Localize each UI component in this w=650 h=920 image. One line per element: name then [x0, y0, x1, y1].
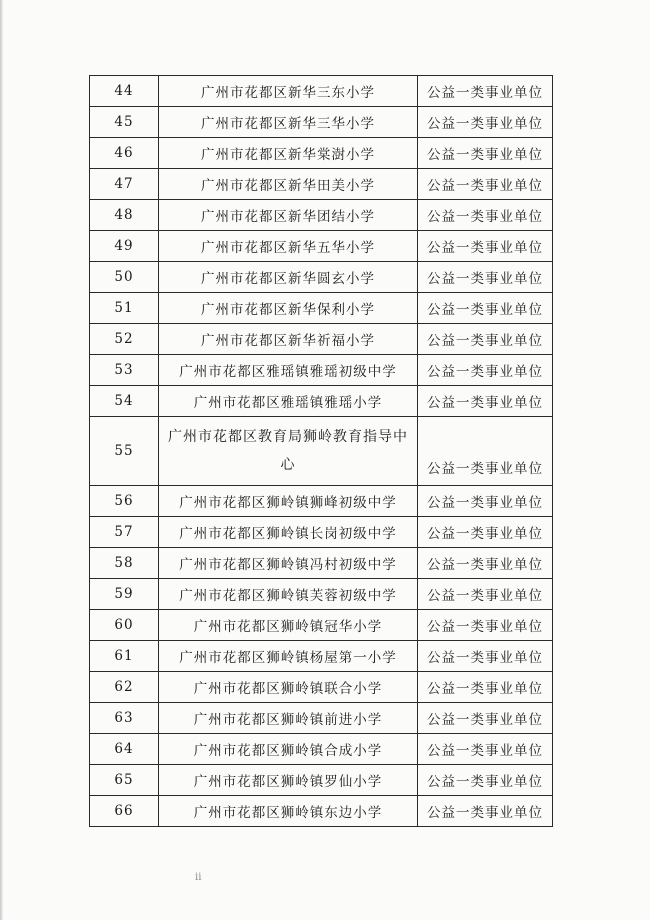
institution-table-body: [90, 76, 553, 827]
row-number: 55: [90, 417, 159, 486]
institution-category: 公益一类事业单位: [418, 262, 553, 293]
institution-name: 广州市花都区新华三东小学: [159, 76, 418, 107]
institution-category: 公益一类事业单位: [418, 386, 553, 417]
table-row: [90, 703, 553, 734]
table-row: [90, 169, 553, 200]
institution-category: 公益一类事业单位: [418, 579, 553, 610]
institution-category: 公益一类事业单位: [418, 486, 553, 517]
table-row: [90, 579, 553, 610]
institution-name: 广州市花都区狮岭镇前进小学: [159, 703, 418, 734]
institution-name: 广州市花都区狮岭镇东边小学: [159, 796, 418, 827]
institution-category: 公益一类事业单位: [418, 138, 553, 169]
institution-name: 广州市花都区狮岭镇合成小学: [159, 734, 418, 765]
institution-category: 公益一类事业单位: [418, 107, 553, 138]
table-row: [90, 517, 553, 548]
table-row: [90, 355, 553, 386]
institution-name: 广州市花都区狮岭镇长岗初级中学: [159, 517, 418, 548]
table-row: [90, 734, 553, 765]
table-row: [90, 610, 553, 641]
row-number: 61: [90, 641, 159, 672]
institution-category: 公益一类事业单位: [418, 641, 553, 672]
table-row: [90, 417, 553, 486]
scanned-page-edge: [0, 0, 3, 920]
table-row: [90, 293, 553, 324]
table-row: [90, 765, 553, 796]
table-row: [90, 548, 553, 579]
table-row: [90, 138, 553, 169]
table-row: [90, 324, 553, 355]
institution-name: 广州市花都区雅瑶镇雅瑶小学: [159, 386, 418, 417]
institution-name: 广州市花都区狮岭镇杨屋第一小学: [159, 641, 418, 672]
institution-name: 广州市花都区新华祈福小学: [159, 324, 418, 355]
institution-category: 公益一类事业单位: [418, 355, 553, 386]
institution-name: 广州市花都区狮岭镇冠华小学: [159, 610, 418, 641]
institution-category: 公益一类事业单位: [418, 734, 553, 765]
row-number: 63: [90, 703, 159, 734]
row-number: 47: [90, 169, 159, 200]
table-row: [90, 200, 553, 231]
row-number: 49: [90, 231, 159, 262]
row-number: 45: [90, 107, 159, 138]
institution-table: [89, 75, 553, 827]
row-number: 57: [90, 517, 159, 548]
row-number: 48: [90, 200, 159, 231]
table-row: [90, 262, 553, 293]
row-number: 52: [90, 324, 159, 355]
row-number: 54: [90, 386, 159, 417]
institution-name: 广州市花都区新华团结小学: [159, 200, 418, 231]
row-number: 64: [90, 734, 159, 765]
row-number: 58: [90, 548, 159, 579]
institution-category: 公益一类事业单位: [418, 703, 553, 734]
institution-name: 广州市花都区新华五华小学: [159, 231, 418, 262]
row-number: 56: [90, 486, 159, 517]
row-number: 65: [90, 765, 159, 796]
table-row: [90, 107, 553, 138]
institution-category: 公益一类事业单位: [418, 610, 553, 641]
table-row: [90, 641, 553, 672]
institution-category: 公益一类事业单位: [418, 765, 553, 796]
table-row: [90, 796, 553, 827]
institution-name: 广州市花都区新华棠澍小学: [159, 138, 418, 169]
row-number: 59: [90, 579, 159, 610]
row-number: 50: [90, 262, 159, 293]
institution-name: 广州市花都区新华圆玄小学: [159, 262, 418, 293]
institution-category: 公益一类事业单位: [418, 293, 553, 324]
institution-name: 广州市花都区新华三华小学: [159, 107, 418, 138]
table-row: [90, 486, 553, 517]
institution-name: 广州市花都区新华保利小学: [159, 293, 418, 324]
institution-name: 广州市花都区雅瑶镇雅瑶初级中学: [159, 355, 418, 386]
institution-category: 公益一类事业单位: [418, 169, 553, 200]
page-footer-mark: ii: [195, 872, 202, 883]
institution-category: 公益一类事业单位: [418, 231, 553, 262]
row-number: 62: [90, 672, 159, 703]
row-number: 66: [90, 796, 159, 827]
institution-category: 公益一类事业单位: [418, 548, 553, 579]
institution-category: 公益一类事业单位: [418, 672, 553, 703]
institution-name: 广州市花都区新华田美小学: [159, 169, 418, 200]
row-number: 46: [90, 138, 159, 169]
table-row: [90, 386, 553, 417]
institution-name: 广州市花都区狮岭镇联合小学: [159, 672, 418, 703]
row-number: 60: [90, 610, 159, 641]
row-number: 51: [90, 293, 159, 324]
institution-category: 公益一类事业单位: [418, 200, 553, 231]
institution-name: 广州市花都区狮岭镇冯村初级中学: [159, 548, 418, 579]
institution-category: 公益一类事业单位: [418, 324, 553, 355]
institution-name: 广州市花都区狮岭镇狮峰初级中学: [159, 486, 418, 517]
row-number: 44: [90, 76, 159, 107]
institution-category: 公益一类事业单位: [418, 417, 553, 486]
table-row: [90, 231, 553, 262]
institution-name: 广州市花都区狮岭镇芙蓉初级中学: [159, 579, 418, 610]
institution-category: 公益一类事业单位: [418, 76, 553, 107]
row-number: 53: [90, 355, 159, 386]
institution-category: 公益一类事业单位: [418, 796, 553, 827]
institution-name: 广州市花都区教育局狮岭教育指导中心: [159, 417, 418, 486]
table-row: [90, 672, 553, 703]
institution-name: 广州市花都区狮岭镇罗仙小学: [159, 765, 418, 796]
institution-category: 公益一类事业单位: [418, 517, 553, 548]
table-row: [90, 76, 553, 107]
